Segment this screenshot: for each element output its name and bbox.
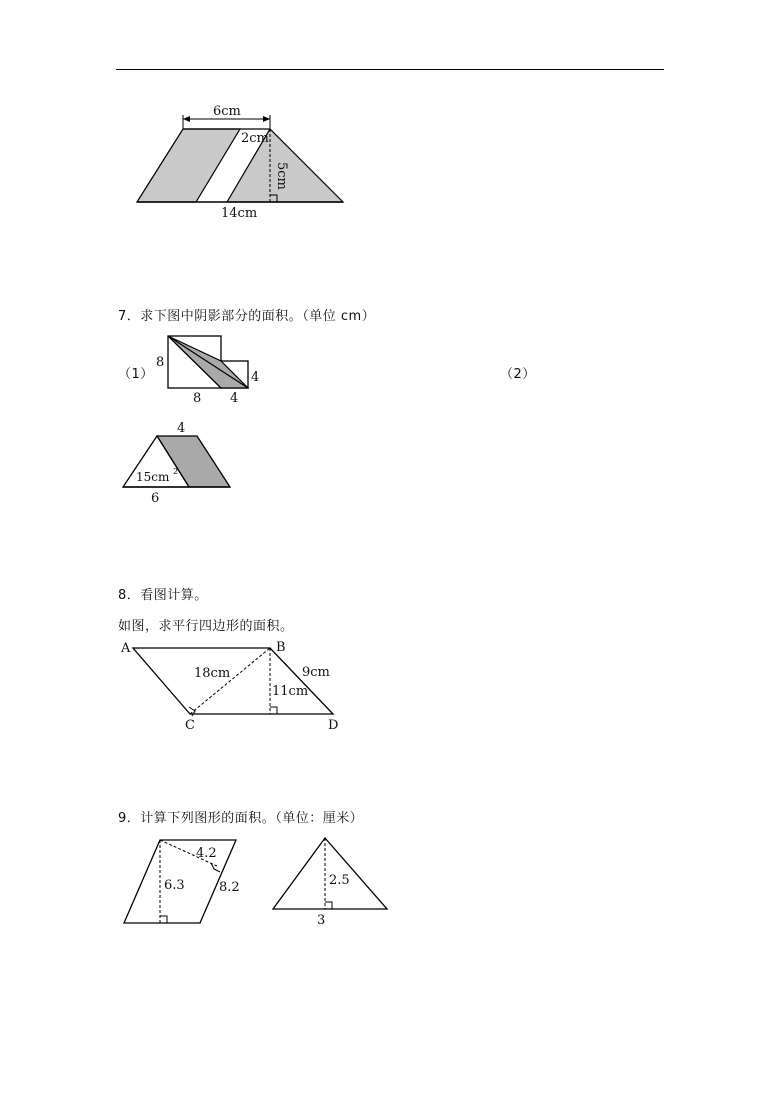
q7f1-side-left: 8	[156, 355, 165, 370]
vertex-d: D	[328, 718, 339, 733]
q7f2-area: 15cm	[136, 470, 170, 484]
tri-height-label: 2.5	[329, 873, 350, 888]
height-length-label: 5cm	[274, 162, 289, 190]
para-label-b: 6.3	[164, 878, 185, 893]
q8-subtitle: 如图，求平行四边形的面积。	[118, 619, 294, 634]
q8-title: 8．看图计算。	[118, 588, 208, 603]
side-label: 9cm	[302, 665, 330, 680]
q7-part1-label: （1）	[118, 367, 154, 382]
q7-part2-label: （2）	[500, 367, 536, 382]
gap-length-label: 2cm	[241, 131, 269, 146]
vertex-a: A	[121, 641, 131, 656]
q7f2-area-exp: 2	[173, 467, 179, 476]
para-label-c: 8.2	[219, 880, 240, 895]
tri-base-label: 3	[317, 913, 326, 928]
q7-title: 7．求下图中阴影部分的面积。（单位 cm）	[118, 309, 376, 324]
vertex-b: B	[276, 640, 286, 655]
q9-title: 9．计算下列图形的面积。（单位：厘米）	[118, 811, 364, 826]
height-label: 11cm	[272, 684, 309, 699]
para-label-a: 4.2	[196, 846, 217, 861]
diagonal-label: 18cm	[194, 666, 231, 681]
bottom-length-label: 14cm	[221, 206, 258, 221]
q7f1-side-small: 4	[251, 370, 260, 385]
q7f1-bottom-big: 8	[193, 391, 202, 406]
vertex-c: C	[185, 718, 195, 733]
top-length-label: 6cm	[213, 104, 241, 119]
q7f1-bottom-small: 4	[230, 391, 239, 406]
q7f2-top: 4	[177, 421, 186, 436]
q7f2-bottom: 6	[151, 491, 160, 506]
